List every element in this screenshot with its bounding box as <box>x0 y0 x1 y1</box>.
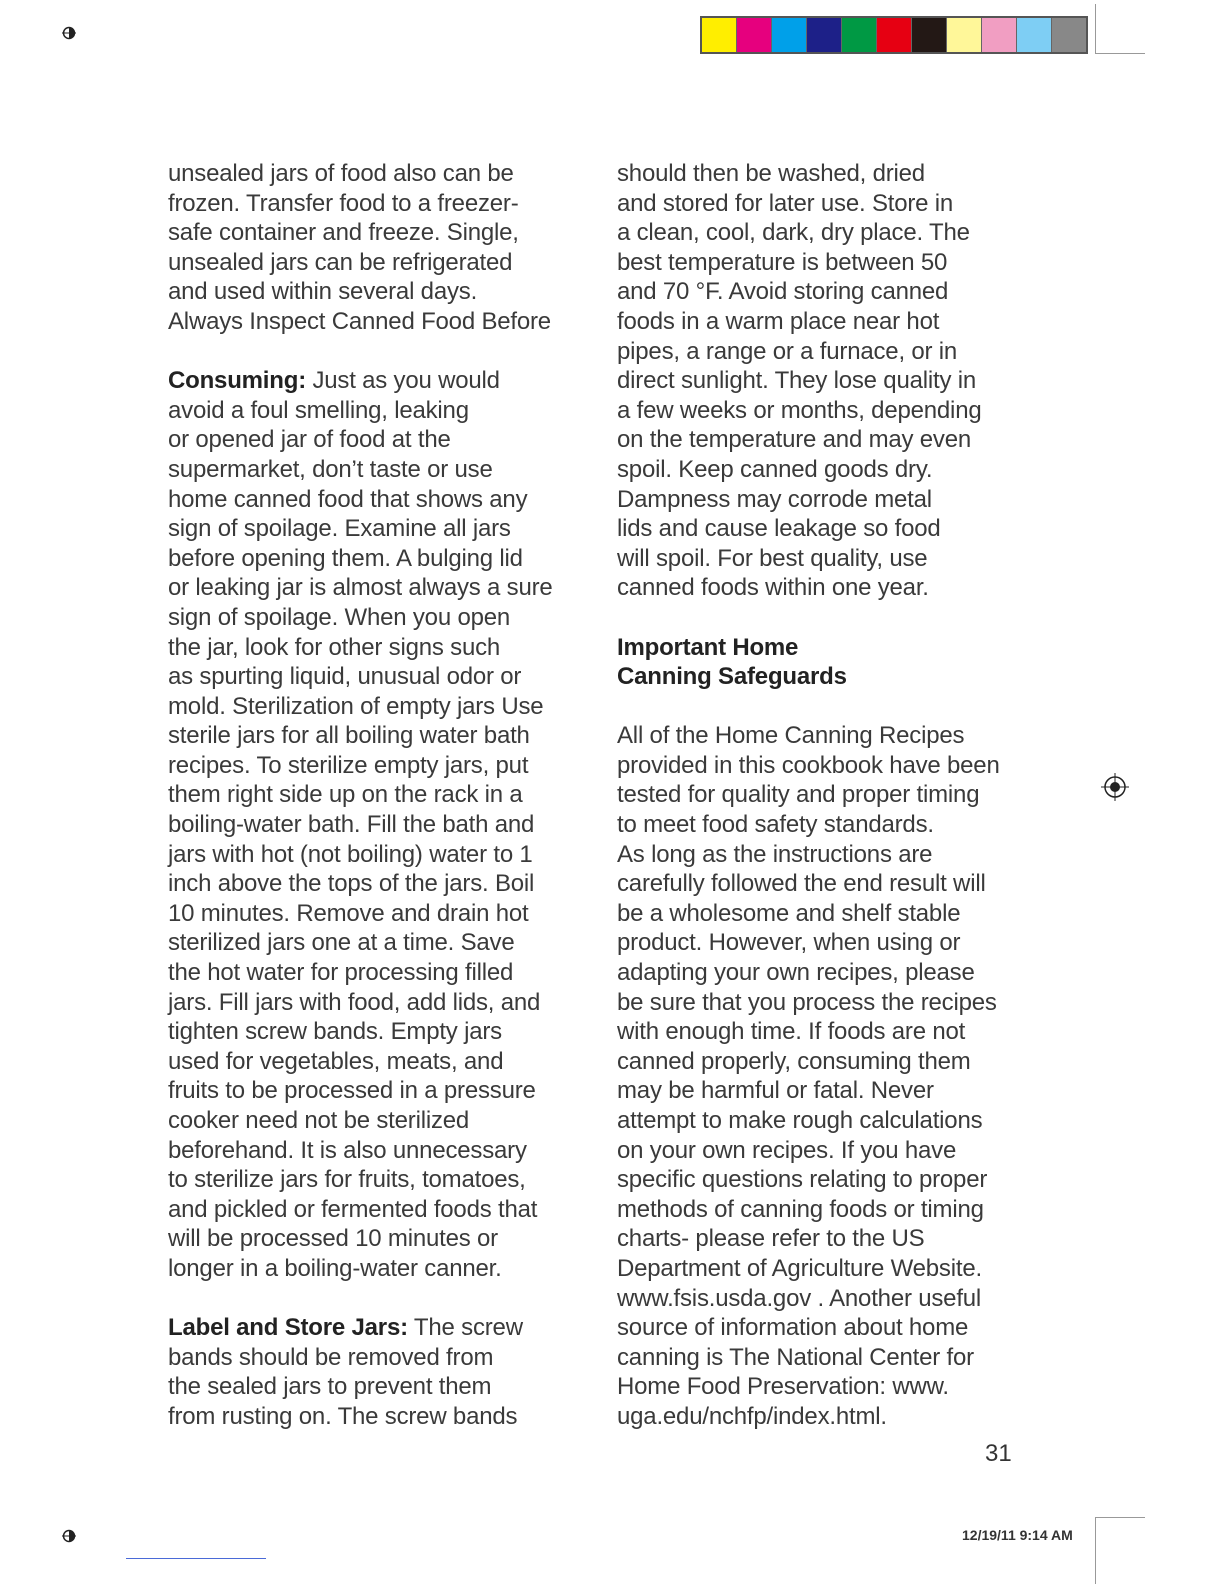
text-line: boiling-water bath. Fill the bath and <box>168 811 535 839</box>
text-line: be a wholesome and shelf stable <box>617 899 961 927</box>
text-line: foods in a warm place near hot <box>617 307 940 335</box>
text-line: uga.edu/nchfp/index.html. <box>617 1402 887 1430</box>
label-store-first-line <box>168 1313 588 1343</box>
color-swatch <box>807 18 842 52</box>
color-swatch <box>737 18 772 52</box>
text-line: canned foods within one year. <box>617 574 929 602</box>
text-line: a clean, cool, dark, dry place. The <box>617 219 970 247</box>
crop-mark-bottom-horizontal <box>1095 1517 1145 1518</box>
text-line: All of the Home Canning Recipes <box>617 722 965 750</box>
text-line: best temperature is between 50 <box>617 248 948 276</box>
text-line: and 70 °F. Avoid storing canned <box>617 278 949 306</box>
text-line: Always Inspect Canned Food Before <box>168 307 551 335</box>
text-line: lids and cause leakage so food <box>617 515 941 543</box>
text-line: jars with hot (not boiling) water to 1 <box>168 840 533 868</box>
text-line: as spurting liquid, unusual odor or <box>168 663 522 691</box>
consuming-first-text: Just as you would <box>305 367 500 395</box>
text-line: unsealed jars can be refrigerated <box>168 248 513 276</box>
text-line: Department of Agriculture Website. <box>617 1254 982 1282</box>
text-line: cooker need not be sterilized <box>168 1107 470 1134</box>
text-line: avoid a foul smelling, leaking <box>168 396 469 424</box>
text-line: a few weeks or months, depending <box>617 396 982 424</box>
text-line: tighten screw bands. Empty jars <box>168 1018 502 1046</box>
text-line: safe container and freeze. Single, <box>168 219 519 247</box>
print-timestamp: 12/19/11 9:14 AM <box>962 1527 1073 1543</box>
left-column <box>168 159 588 1432</box>
text-line: sign of spoilage. When you open <box>168 603 511 631</box>
text-line: sterile jars for all boiling water bath <box>168 722 530 750</box>
crop-mark-top-vertical <box>1095 4 1096 54</box>
text-line: jars. Fill jars with food, add lids, and <box>168 988 541 1016</box>
label-store-heading: Label and Store Jars: <box>168 1314 408 1342</box>
color-swatch <box>947 18 982 52</box>
color-swatch <box>842 18 877 52</box>
text-line: or leaking jar is almost always a sure <box>168 574 553 602</box>
text-line: from rusting on. The screw bands <box>168 1402 518 1430</box>
text-line: provided in this cookbook have been <box>617 751 1000 779</box>
right-column <box>617 159 1037 1432</box>
text-line: pipes, a range or a furnace, or in <box>617 337 958 365</box>
color-calibration-bar <box>700 16 1088 54</box>
text-line: longer in a boiling-water canner. <box>168 1254 502 1282</box>
text-line: direct sunlight. They lose quality in <box>617 367 977 395</box>
text-line: specific questions relating to proper <box>617 1166 988 1194</box>
text-line: sign of spoilage. Examine all jars <box>168 515 511 543</box>
section-heading-line: Important Home <box>617 633 799 661</box>
text-line: the hot water for processing filled <box>168 959 514 987</box>
text-line: unsealed jars of food also can be <box>168 160 514 187</box>
text-line: canning is The National Center for <box>617 1343 974 1371</box>
text-line: fruits to be processed in a pressure <box>168 1077 536 1105</box>
text-line: may be harmful or fatal. Never <box>617 1077 934 1105</box>
text-line: the jar, look for other signs such <box>168 633 501 661</box>
text-line: charts- please refer to the US <box>617 1225 925 1253</box>
section-heading-line: Canning Safeguards <box>617 663 847 691</box>
text-line: Dampness may corrode metal <box>617 485 932 513</box>
text-line: tested for quality and proper timing <box>617 781 980 809</box>
crop-mark-bottom-vertical <box>1095 1517 1096 1584</box>
text-line: canned properly, consuming them <box>617 1047 971 1075</box>
text-line: home canned food that shows any <box>168 485 528 513</box>
text-line: to sterilize jars for fruits, tomatoes, <box>168 1166 526 1194</box>
text-line: recipes. To sterilize empty jars, put <box>168 751 529 779</box>
text-line: on your own recipes. If you have <box>617 1136 957 1164</box>
color-swatch <box>877 18 912 52</box>
text-line: spoil. Keep canned goods dry. <box>617 455 933 483</box>
text-line: and stored for later use. Store in <box>617 189 954 217</box>
text-line: and used within several days. <box>168 278 478 306</box>
color-swatch <box>912 18 947 52</box>
text-line: As long as the instructions are <box>617 840 933 868</box>
consuming-first-line <box>168 366 588 396</box>
text-line: will spoil. For best quality, use <box>617 544 928 572</box>
consuming-heading: Consuming: <box>168 367 306 395</box>
text-line: sterilized jars one at a time. Save <box>168 929 515 957</box>
text-line: on the temperature and may even <box>617 426 972 454</box>
text-line: 10 minutes. Remove and drain hot <box>168 899 529 927</box>
text-line: should then be washed, dried <box>617 160 925 187</box>
bottom-rule-line <box>126 1558 266 1559</box>
text-line: or opened jar of food at the <box>168 426 451 454</box>
text-line: them right side up on the rack in a <box>168 781 523 809</box>
text-line: used for vegetables, meats, and <box>168 1047 504 1075</box>
text-line: methods of canning foods or timing <box>617 1195 984 1223</box>
color-swatch <box>1017 18 1052 52</box>
text-line: will be processed 10 minutes or <box>168 1225 498 1253</box>
page-number: 31 <box>985 1440 1012 1467</box>
text-line: frozen. Transfer food to a freezer- <box>168 189 519 217</box>
text-line: to meet food safety standards. <box>617 811 934 839</box>
label-store-first-text: The screw <box>407 1314 523 1342</box>
text-line: source of information about home <box>617 1314 969 1342</box>
text-line: and pickled or fermented foods that <box>168 1195 538 1223</box>
crop-mark-top-horizontal <box>1095 53 1145 54</box>
text-line: product. However, when using or <box>617 929 961 957</box>
text-line: supermarket, don’t taste or use <box>168 455 493 483</box>
text-line: mold. Sterilization of empty jars Use <box>168 692 544 720</box>
text-line: bands should be removed from <box>168 1343 494 1371</box>
text-line: attempt to make rough calculations <box>617 1107 983 1134</box>
text-line: carefully followed the end result will <box>617 870 986 898</box>
color-swatch <box>982 18 1017 52</box>
text-line: www.fsis.usda.gov . Another useful <box>617 1284 982 1312</box>
text-line: with enough time. If foods are not <box>617 1018 966 1046</box>
text-line: inch above the tops of the jars. Boil <box>168 870 535 898</box>
text-line: be sure that you process the recipes <box>617 988 997 1016</box>
text-line: adapting your own recipes, please <box>617 959 975 987</box>
text-line: Home Food Preservation: www. <box>617 1373 949 1401</box>
text-line: beforehand. It is also unnecessary <box>168 1136 527 1164</box>
registration-mark-bottom-left-icon <box>62 1529 76 1543</box>
color-swatch <box>772 18 807 52</box>
text-line: the sealed jars to prevent them <box>168 1373 492 1401</box>
registration-mark-right-icon <box>1099 771 1131 803</box>
text-line: before opening them. A bulging lid <box>168 544 523 572</box>
registration-mark-top-left-icon <box>62 26 76 40</box>
color-swatch <box>702 18 737 52</box>
color-swatch <box>1052 18 1086 52</box>
